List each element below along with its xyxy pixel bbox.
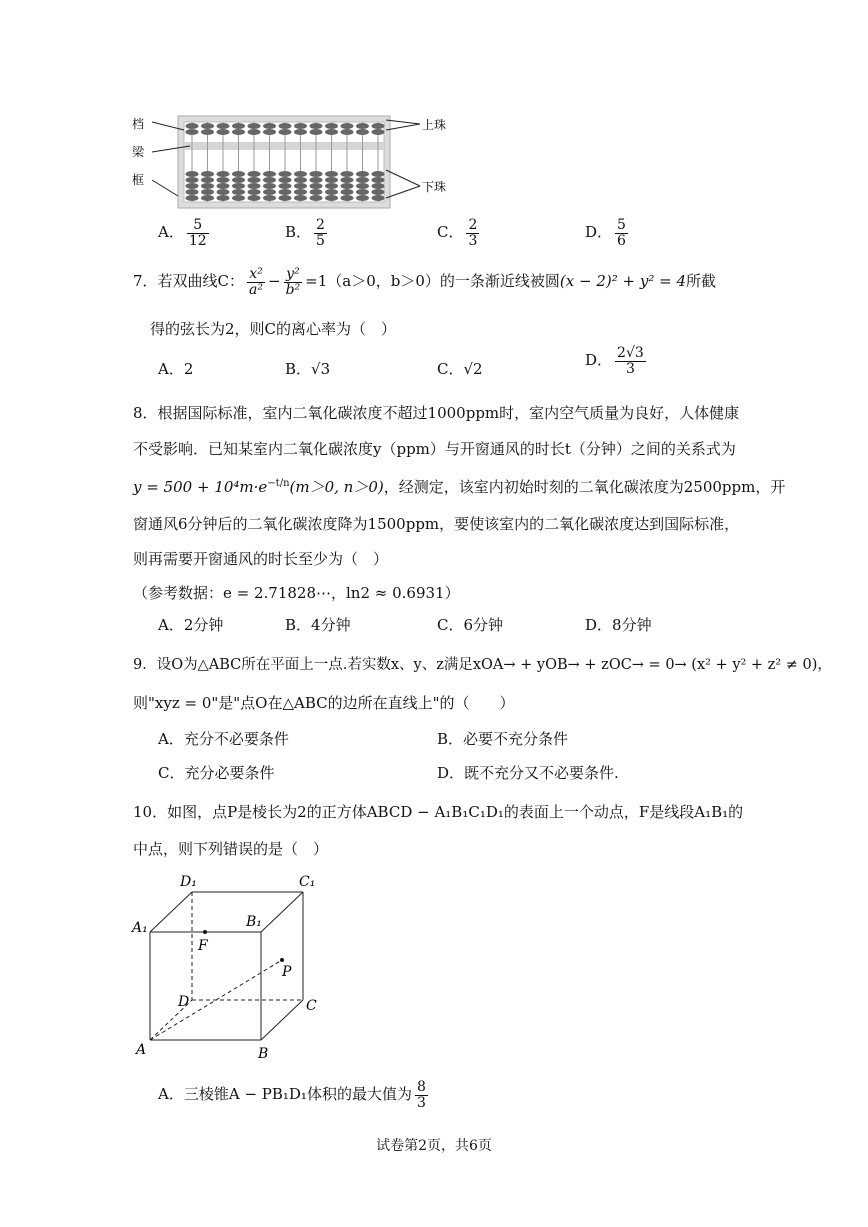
cube-label-B1: B₁ <box>246 914 262 930</box>
abacus-upper-bead <box>279 123 292 129</box>
abacus-lower-bead <box>263 189 276 195</box>
abacus-upper-bead <box>341 123 354 129</box>
abacus-lower-bead <box>325 183 338 189</box>
abacus-lower-bead <box>217 195 230 201</box>
q9-option-b: B．必要不充分条件 <box>437 730 569 748</box>
abacus-lower-bead <box>186 183 199 189</box>
q10-line1: 10．如图，点P是棱长为2的正方体ABCD − A₁B₁C₁D₁的表面上一个动点，F是线段A₁B₁的 <box>133 803 744 821</box>
abacus-upper-bead <box>372 123 385 129</box>
abacus-lower-bead <box>341 171 354 177</box>
option-letter: D． <box>585 223 613 242</box>
abacus-lower-bead <box>325 177 338 183</box>
abacus-lower-bead <box>325 195 338 201</box>
page-footer: 试卷第2页，共6页 <box>376 1138 492 1154</box>
abacus-lower-bead <box>186 177 199 183</box>
abacus-lower-bead <box>263 183 276 189</box>
abacus-lower-bead <box>248 171 261 177</box>
cube-label-P: P <box>282 964 292 980</box>
fraction: $\frac{8}{3}$ <box>416 1079 426 1111</box>
abacus-upper-bead <box>263 129 276 135</box>
abacus-lower-bead <box>248 183 261 189</box>
abacus-lower-bead <box>372 171 385 177</box>
abacus-lower-bead <box>356 195 369 201</box>
fraction: $\frac{2√3}{3}$ <box>617 345 644 377</box>
q6-option-d <box>585 218 631 248</box>
abacus-lower-bead <box>217 189 230 195</box>
q7-option-c: C．√2 <box>437 360 483 378</box>
q7-option-b: B．√3 <box>285 360 331 378</box>
cube-label-A1: A₁ <box>132 920 148 936</box>
abacus-lower-bead <box>279 183 292 189</box>
abacus-lower-bead <box>294 183 307 189</box>
q8-option-b: B．4分钟 <box>285 616 351 634</box>
abacus-upper-bead <box>201 129 214 135</box>
cube-label-C: C <box>306 998 317 1014</box>
abacus-lower-bead <box>325 171 338 177</box>
abacus-lower-bead <box>310 195 323 201</box>
q8-option-c: C．6分钟 <box>437 616 504 634</box>
q8-line1: 8．根据国际标准，室内二氧化碳浓度不超过1000ppm时，室内空气质量为良好，人体健康 <box>133 404 740 422</box>
q6-option-c <box>437 218 482 248</box>
cube-label-C1: C₁ <box>299 874 316 890</box>
q7-condition: （a＞0，b＞0）的一条渐近线被圆 <box>327 272 560 291</box>
abacus-lower-bead <box>310 183 323 189</box>
abacus-lower-bead <box>263 195 276 201</box>
abacus-lower-bead <box>294 195 307 201</box>
abacus-lower-bead <box>294 171 307 177</box>
abacus-lower-bead <box>325 189 338 195</box>
cube-label-F: F <box>198 938 208 954</box>
abacus-lower-bead <box>186 189 199 195</box>
q8-formula-cond: (m＞0, n＞0) <box>289 478 384 496</box>
abacus-lower-bead <box>186 171 199 177</box>
abacus-lower-bead <box>201 171 214 177</box>
abacus-lower-bead <box>294 189 307 195</box>
q8-line3 <box>133 476 785 497</box>
abacus-lower-bead <box>372 189 385 195</box>
q8-ref: （参考数据：e = 2.71828⋯，ln2 ≈ 0.6931） <box>133 584 460 602</box>
abacus-upper-bead <box>217 129 230 135</box>
abacus-upper-bead <box>279 129 292 135</box>
abacus-upper-bead <box>356 129 369 135</box>
q9-line2: 则"xyz = 0"是"点O在△ABC的边所在直线上"的（ ） <box>133 694 515 712</box>
abacus-lower-bead <box>356 177 369 183</box>
q8-line2: 不受影响．已知某室内二氧化碳浓度y（ppm）与开窗通风的时长t（分钟）之间的关系式为 <box>133 440 736 458</box>
option-letter: C． <box>437 223 464 242</box>
abacus-upper-bead <box>248 129 261 135</box>
q8-formula: y = 500 + 10⁴m·e <box>133 478 268 496</box>
abacus-lower-bead <box>310 189 323 195</box>
abacus-upper-bead <box>310 123 323 129</box>
abacus-upper-bead <box>186 123 199 129</box>
abacus-lower-bead <box>232 183 245 189</box>
abacus-figure <box>130 108 470 216</box>
q8-option-a: A．2分钟 <box>158 616 224 634</box>
fraction: $\frac{2}{3}$ <box>468 217 478 249</box>
abacus-lower-bead <box>248 189 261 195</box>
abacus-lower-bead <box>341 189 354 195</box>
abacus-lower-bead <box>232 171 245 177</box>
q7-option-d: D． $\frac{2√3}{3}$ <box>585 345 644 377</box>
abacus-lower-bead <box>263 171 276 177</box>
abacus-lower-bead <box>341 183 354 189</box>
q9-option-c: C．充分必要条件 <box>158 764 275 782</box>
abacus-upper-bead <box>325 129 338 135</box>
abacus-lower-bead <box>263 177 276 183</box>
q7-option-a: A．2 <box>158 360 194 378</box>
abacus-lower-bead <box>232 177 245 183</box>
abacus-upper-bead <box>217 123 230 129</box>
q8-line5: 则再需要开窗通风的时长至少为（ ） <box>133 550 389 568</box>
cube-label-D1: D₁ <box>180 874 197 890</box>
abacus-lower-bead <box>279 177 292 183</box>
q7-number: 7．若双曲线 <box>133 272 218 291</box>
abacus-lower-bead <box>201 195 214 201</box>
q7-circle: (x − 2)² + y² = 4 <box>559 272 686 291</box>
abacus-lower-bead <box>248 177 261 183</box>
abacus-lower-bead <box>372 183 385 189</box>
q10-line2: 中点，则下列错误的是（ ） <box>133 840 329 858</box>
q9-line1: 9．设O为△ABC所在平面上一点.若实数x、y、z满足xOA→ + yOB→ + zOC→ = 0→ (x² + y² + z² ≠ 0)， <box>133 657 832 673</box>
q8-line3-tail: ，经测定，该室内初始时刻的二氧化碳浓度为2500ppm，开 <box>383 478 786 496</box>
abacus-upper-bead <box>310 129 323 135</box>
abacus-lower-bead <box>201 183 214 189</box>
abacus-label-dang: 档 <box>132 117 145 131</box>
cube-label-D: D <box>178 994 190 1010</box>
abacus-lower-bead <box>217 183 230 189</box>
abacus-upper-bead <box>248 123 261 129</box>
q8-exponent: −t/n <box>267 478 290 489</box>
option-letter: B． <box>285 223 312 242</box>
q8-option-d: D．8分钟 <box>585 616 652 634</box>
q8-line4: 窗通风6分钟后的二氧化碳浓度降为1500ppm，要使该室内的二氧化碳浓度达到国际标准， <box>133 515 740 533</box>
abacus-lower-bead <box>356 171 369 177</box>
q7-tail: 所截 <box>686 272 717 291</box>
abacus-lower-bead <box>372 177 385 183</box>
abacus-lower-bead <box>217 171 230 177</box>
cube-label-A: A <box>136 1042 147 1058</box>
abacus-label-liang: 梁 <box>132 145 145 159</box>
abacus-lower-bead <box>201 177 214 183</box>
q7-line2: 得的弦长为2，则C的离心率为（ ） <box>150 320 397 338</box>
abacus-lower-bead <box>310 171 323 177</box>
abacus-upper-bead <box>201 123 214 129</box>
q10-option-a: A．三棱锥A − PB₁D₁体积的最大值为 $\frac{8}{3}$ <box>158 1079 426 1111</box>
abacus-lower-bead <box>232 195 245 201</box>
q6-option-a <box>158 218 212 248</box>
abacus-upper-bead <box>263 123 276 129</box>
abacus-lower-bead <box>279 195 292 201</box>
abacus-upper-bead <box>356 123 369 129</box>
abacus-label-kuang: 框 <box>132 173 145 187</box>
option-letter: A． <box>158 223 184 242</box>
abacus-lower-bead <box>279 171 292 177</box>
abacus-upper-bead <box>341 129 354 135</box>
q6-option-b <box>285 218 330 248</box>
abacus-upper-bead <box>232 129 245 135</box>
q7-stem: 7．若双曲线C： $\frac{\text{x²}}{\text{a²}}$ − $\frac{\text{y²}}{\text{b²}}$ =1（a＞0，b＞0）的一条渐近线被圆(x − 2)² + y² = 4所截 <box>133 266 717 298</box>
abacus-upper-bead <box>325 123 338 129</box>
abacus-lower-bead <box>356 189 369 195</box>
abacus-lower-bead <box>232 189 245 195</box>
abacus-upper-bead <box>294 123 307 129</box>
abacus-label-xiazhu: 下珠 <box>422 180 447 194</box>
q9-option-a: A．充分不必要条件 <box>158 730 289 748</box>
abacus-lower-bead <box>341 195 354 201</box>
abacus-upper-bead <box>294 129 307 135</box>
fraction: $\frac{2}{5}$ <box>316 217 325 249</box>
abacus-lower-bead <box>310 177 323 183</box>
fraction: $\frac{5}{6}$ <box>617 217 626 249</box>
q7-curve: C： <box>217 272 245 291</box>
abacus-lower-bead <box>201 189 214 195</box>
abacus-lower-bead <box>279 189 292 195</box>
abacus-lower-bead <box>372 195 385 201</box>
abacus-lower-bead <box>341 177 354 183</box>
abacus-lower-bead <box>248 195 261 201</box>
abacus-lower-bead <box>356 183 369 189</box>
cube-figure <box>128 872 338 1067</box>
cube-label-B: B <box>258 1046 269 1062</box>
fraction: $\frac{5}{12}$ <box>188 217 207 249</box>
q9-option-d: D．既不充分又不必要条件. <box>437 764 619 782</box>
abacus-upper-bead <box>372 129 385 135</box>
abacus-lower-bead <box>294 177 307 183</box>
abacus-label-shangzhu: 上珠 <box>422 118 447 132</box>
abacus-lower-bead <box>186 195 199 201</box>
abacus-lower-bead <box>217 177 230 183</box>
abacus-upper-bead <box>186 129 199 135</box>
abacus-upper-bead <box>232 123 245 129</box>
